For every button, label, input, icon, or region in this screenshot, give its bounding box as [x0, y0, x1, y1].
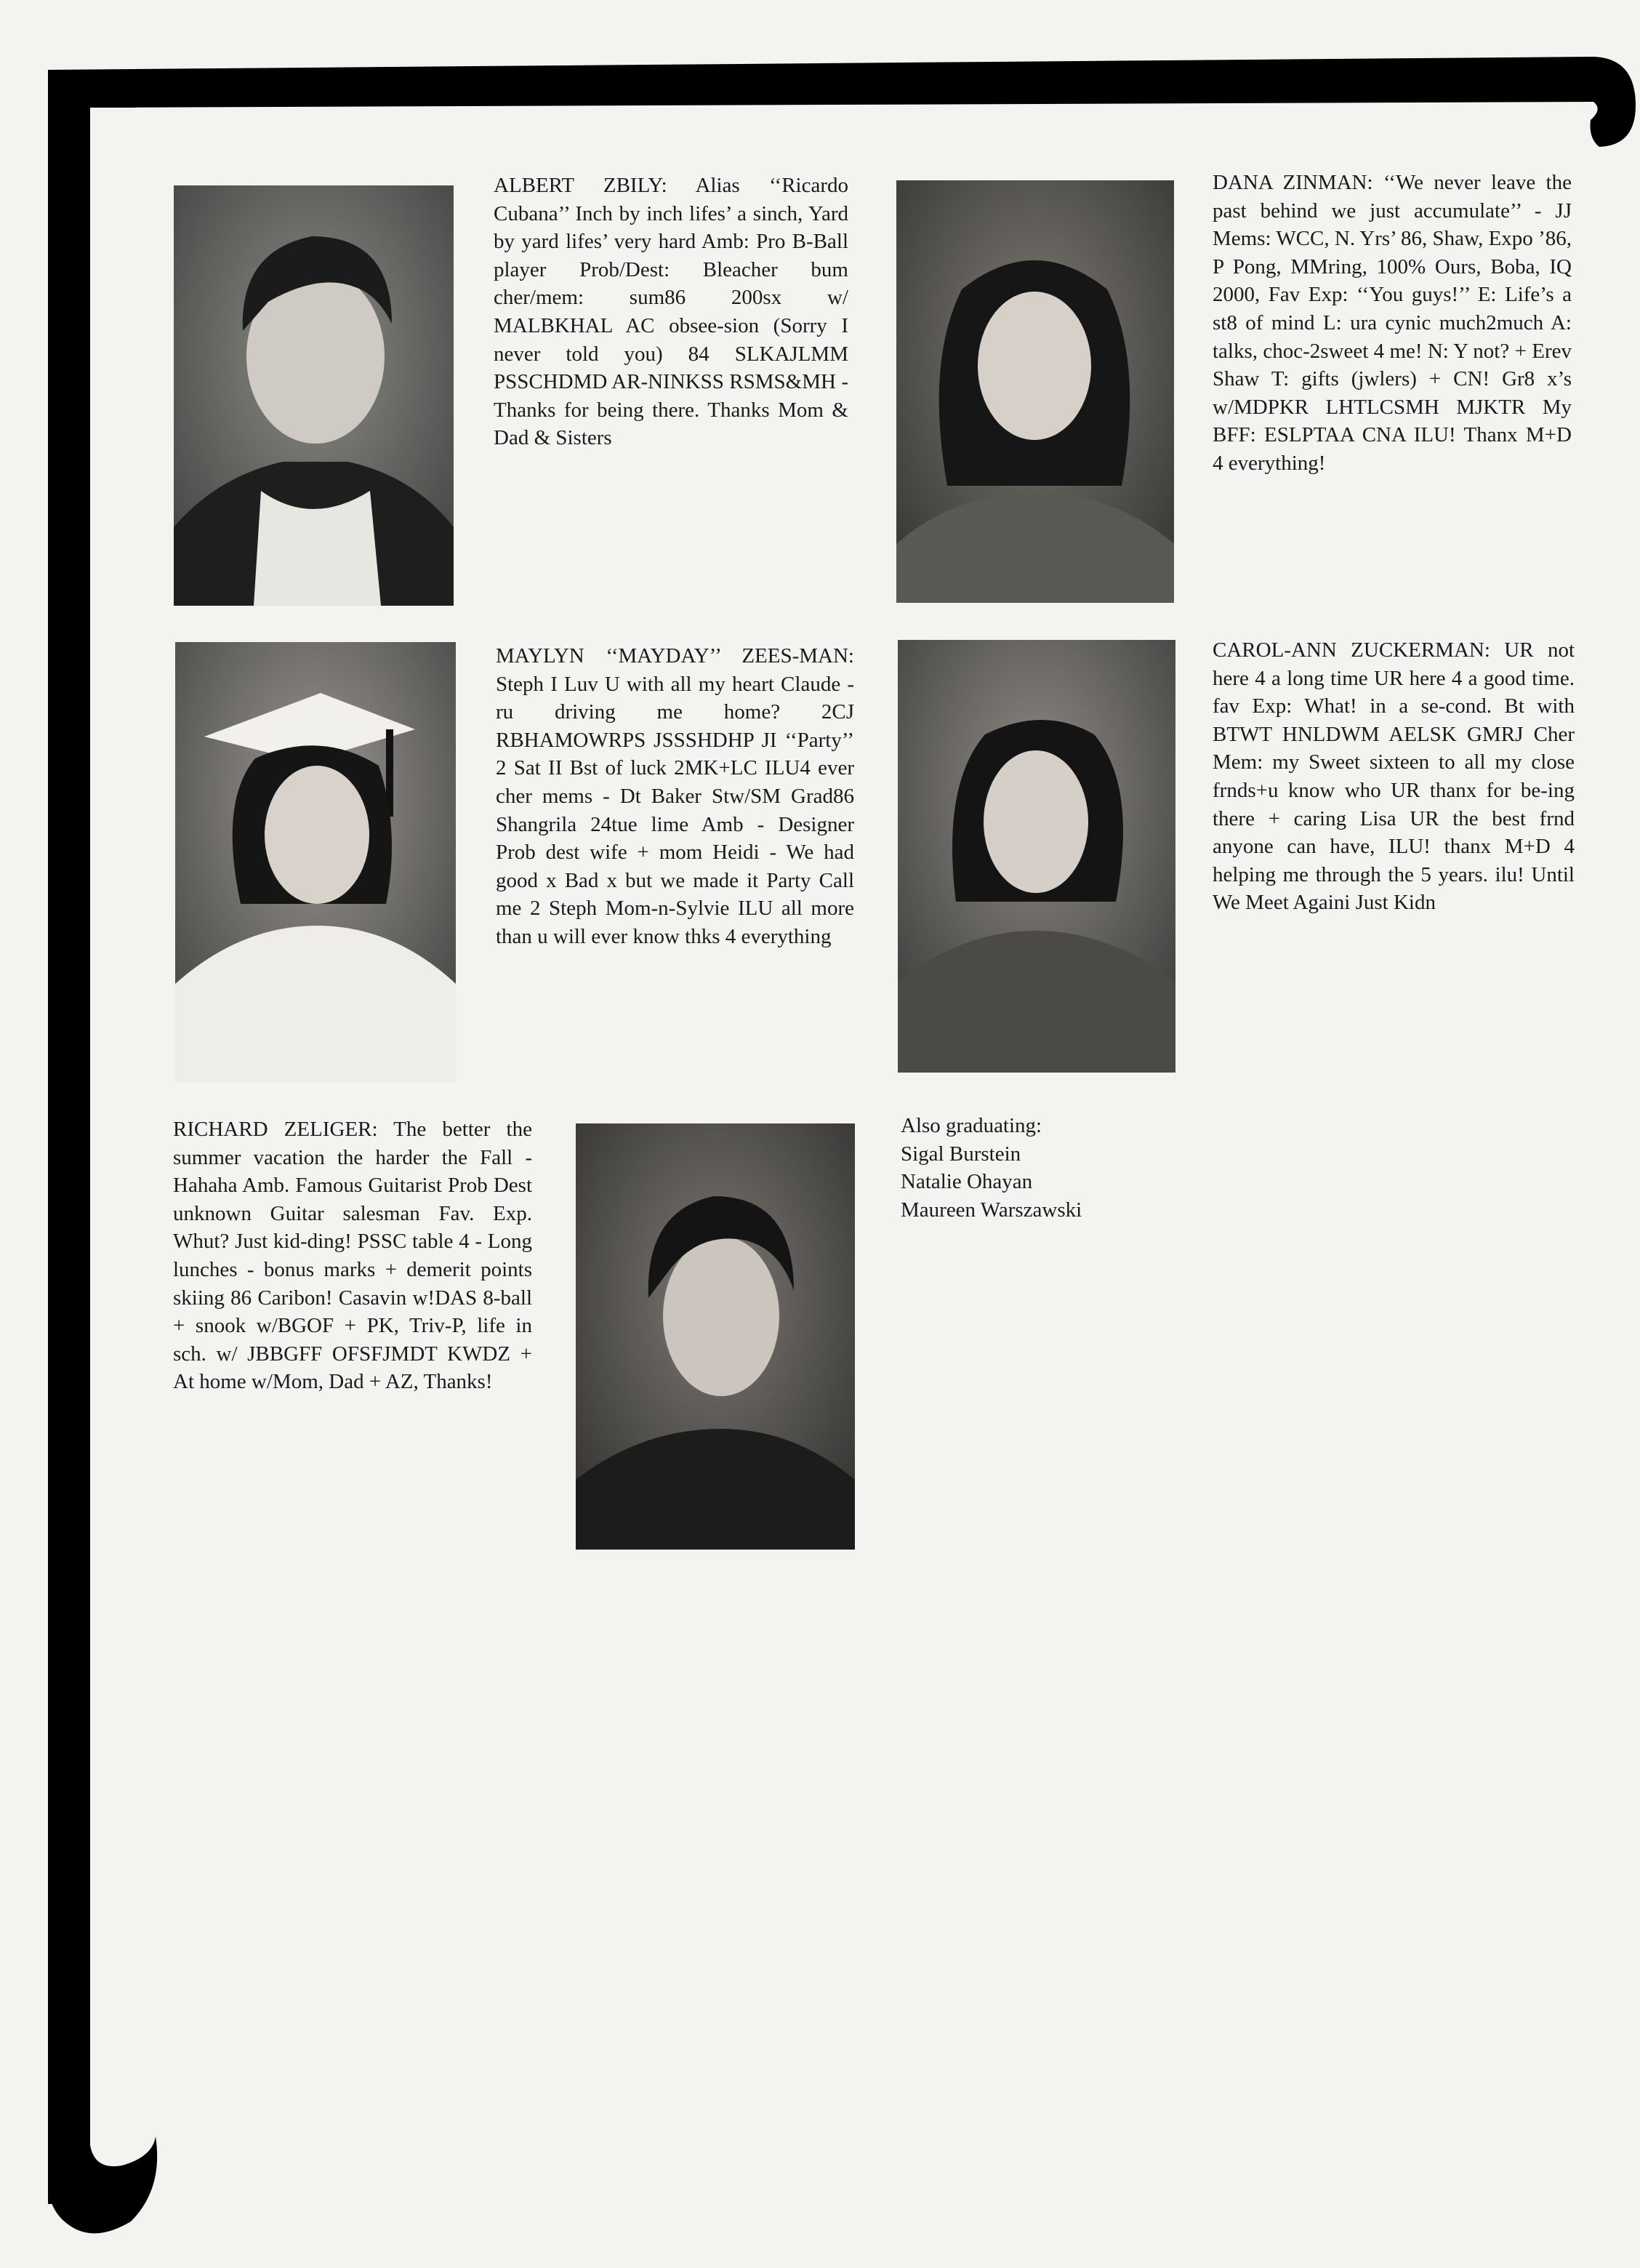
portrait-icon — [896, 180, 1174, 603]
bio-carol-ann-zuckerman — [1213, 636, 1575, 917]
bio-dana-zinman — [1213, 169, 1572, 478]
bio-richard-zeliger — [173, 1115, 532, 1396]
graduate-name: Natalie Ohayan — [901, 1170, 1033, 1194]
portrait-icon — [174, 185, 454, 606]
also-graduating-list — [901, 1112, 1082, 1224]
portrait-photo-carol-ann-zuckerman — [898, 640, 1175, 1073]
graduate-name: Maureen Warszawski — [901, 1198, 1082, 1222]
bio-text: DANA ZINMAN: ‘‘We never leave the past behind we just accumulate’’ - JJ Mems: WCC, N. Yrs’ 86, Shaw, Expo ’86, P Pong, MMring, 100% Ours, Boba, IQ 2000, Fav Exp: ‘‘You guys!’’ E: Life’s a st8 of mind L: ura cynic much2much A: talks, choc-2sweet 4 me! N: Y not? + Erev Shaw T: gifts (jwlers) + CN! Gr8 x’s w/MDPKR LHTLCSMH MJKTR My BFF: ESLPTAA CNA ILU! Thanx M+D 4 everything! — [1213, 171, 1572, 475]
portrait-icon — [898, 640, 1175, 1073]
bio-text: RICHARD ZELIGER: The better the summer vacation the harder the Fall - Hahaha Amb. Famous Guitarist Prob Dest unknown Guitar salesman Fav. Exp. Whut? Just kid-ding! PSSC table 4 - Long lunches - bonus marks + demerit points skiing 86 Caribon! Casavin w!DAS 8-ball + snook w/BGOF + PK, Triv-P, life in sch. w/ JBBGFF OFSFJMDT KWDZ + At home w/Mom, Dad + AZ, Thanks! — [173, 1118, 532, 1394]
portrait-photo-richard-zeliger — [576, 1123, 855, 1550]
also-graduating-heading: Also graduating: — [901, 1114, 1042, 1137]
portrait-photo-maylyn-zeesman — [175, 642, 456, 1083]
bio-text: CAROL-ANN ZUCKERMAN: UR not here 4 a long time UR here 4 a good time. fav Exp: What! in a se-cond. Bt with BTWT HNLDWM AELSK GMRJ Cher Mem: my Sweet sixteen to all my close frnds+u know who UR thanx for be-ing there + caring Lisa UR the best frnd anyone can have, ILU! thanx M+D 4 helping me through the 5 years. ilu! Until We Meet Againi Just Kidn — [1213, 638, 1575, 915]
portrait-photo-dana-zinman — [896, 180, 1174, 603]
bio-albert-zbily — [494, 172, 848, 452]
bio-text: ALBERT ZBILY: Alias ‘‘Ricardo Cubana’’ Inch by inch lifes’ a sinch, Yard by yard lifes’ very hard Amb: Pro B-Ball player Prob/Dest: Bleacher bum cher/mem: sum86 200sx w/ MALBKHAL AC obsee-sion (Sorry I never told you) 84 SLKAJLMM PSSCHDMD AR-NINKSS RSMS&MH - Thanks for being there. Thanks Mom & Dad & Sisters — [494, 174, 848, 450]
graduate-name: Sigal Burstein — [901, 1142, 1021, 1166]
bio-text: MAYLYN ‘‘MAYDAY’’ ZEES-MAN: Steph I Luv U with all my heart Claude - ru driving me home? 2CJ RBHAMOWRPS JSSSHDHP JI ‘‘Party’’ 2 Sat II Bst of luck 2MK+LC ILU4 ever cher mems - Dt Baker Stw/SM Grad86 Shangrila 24tue lime Amb - Designer Prob dest wife + mom Heidi - We had good x Bad x but we made it Party Call me 2 Steph Mom-n-Sylvie ILU all more than u will ever know thks 4 everything — [496, 644, 854, 948]
bio-maylyn-zeesman — [496, 642, 854, 951]
portrait-icon — [576, 1123, 855, 1550]
portrait-photo-albert-zbily — [174, 185, 454, 606]
graduation-cap-portrait-icon — [175, 642, 456, 1083]
